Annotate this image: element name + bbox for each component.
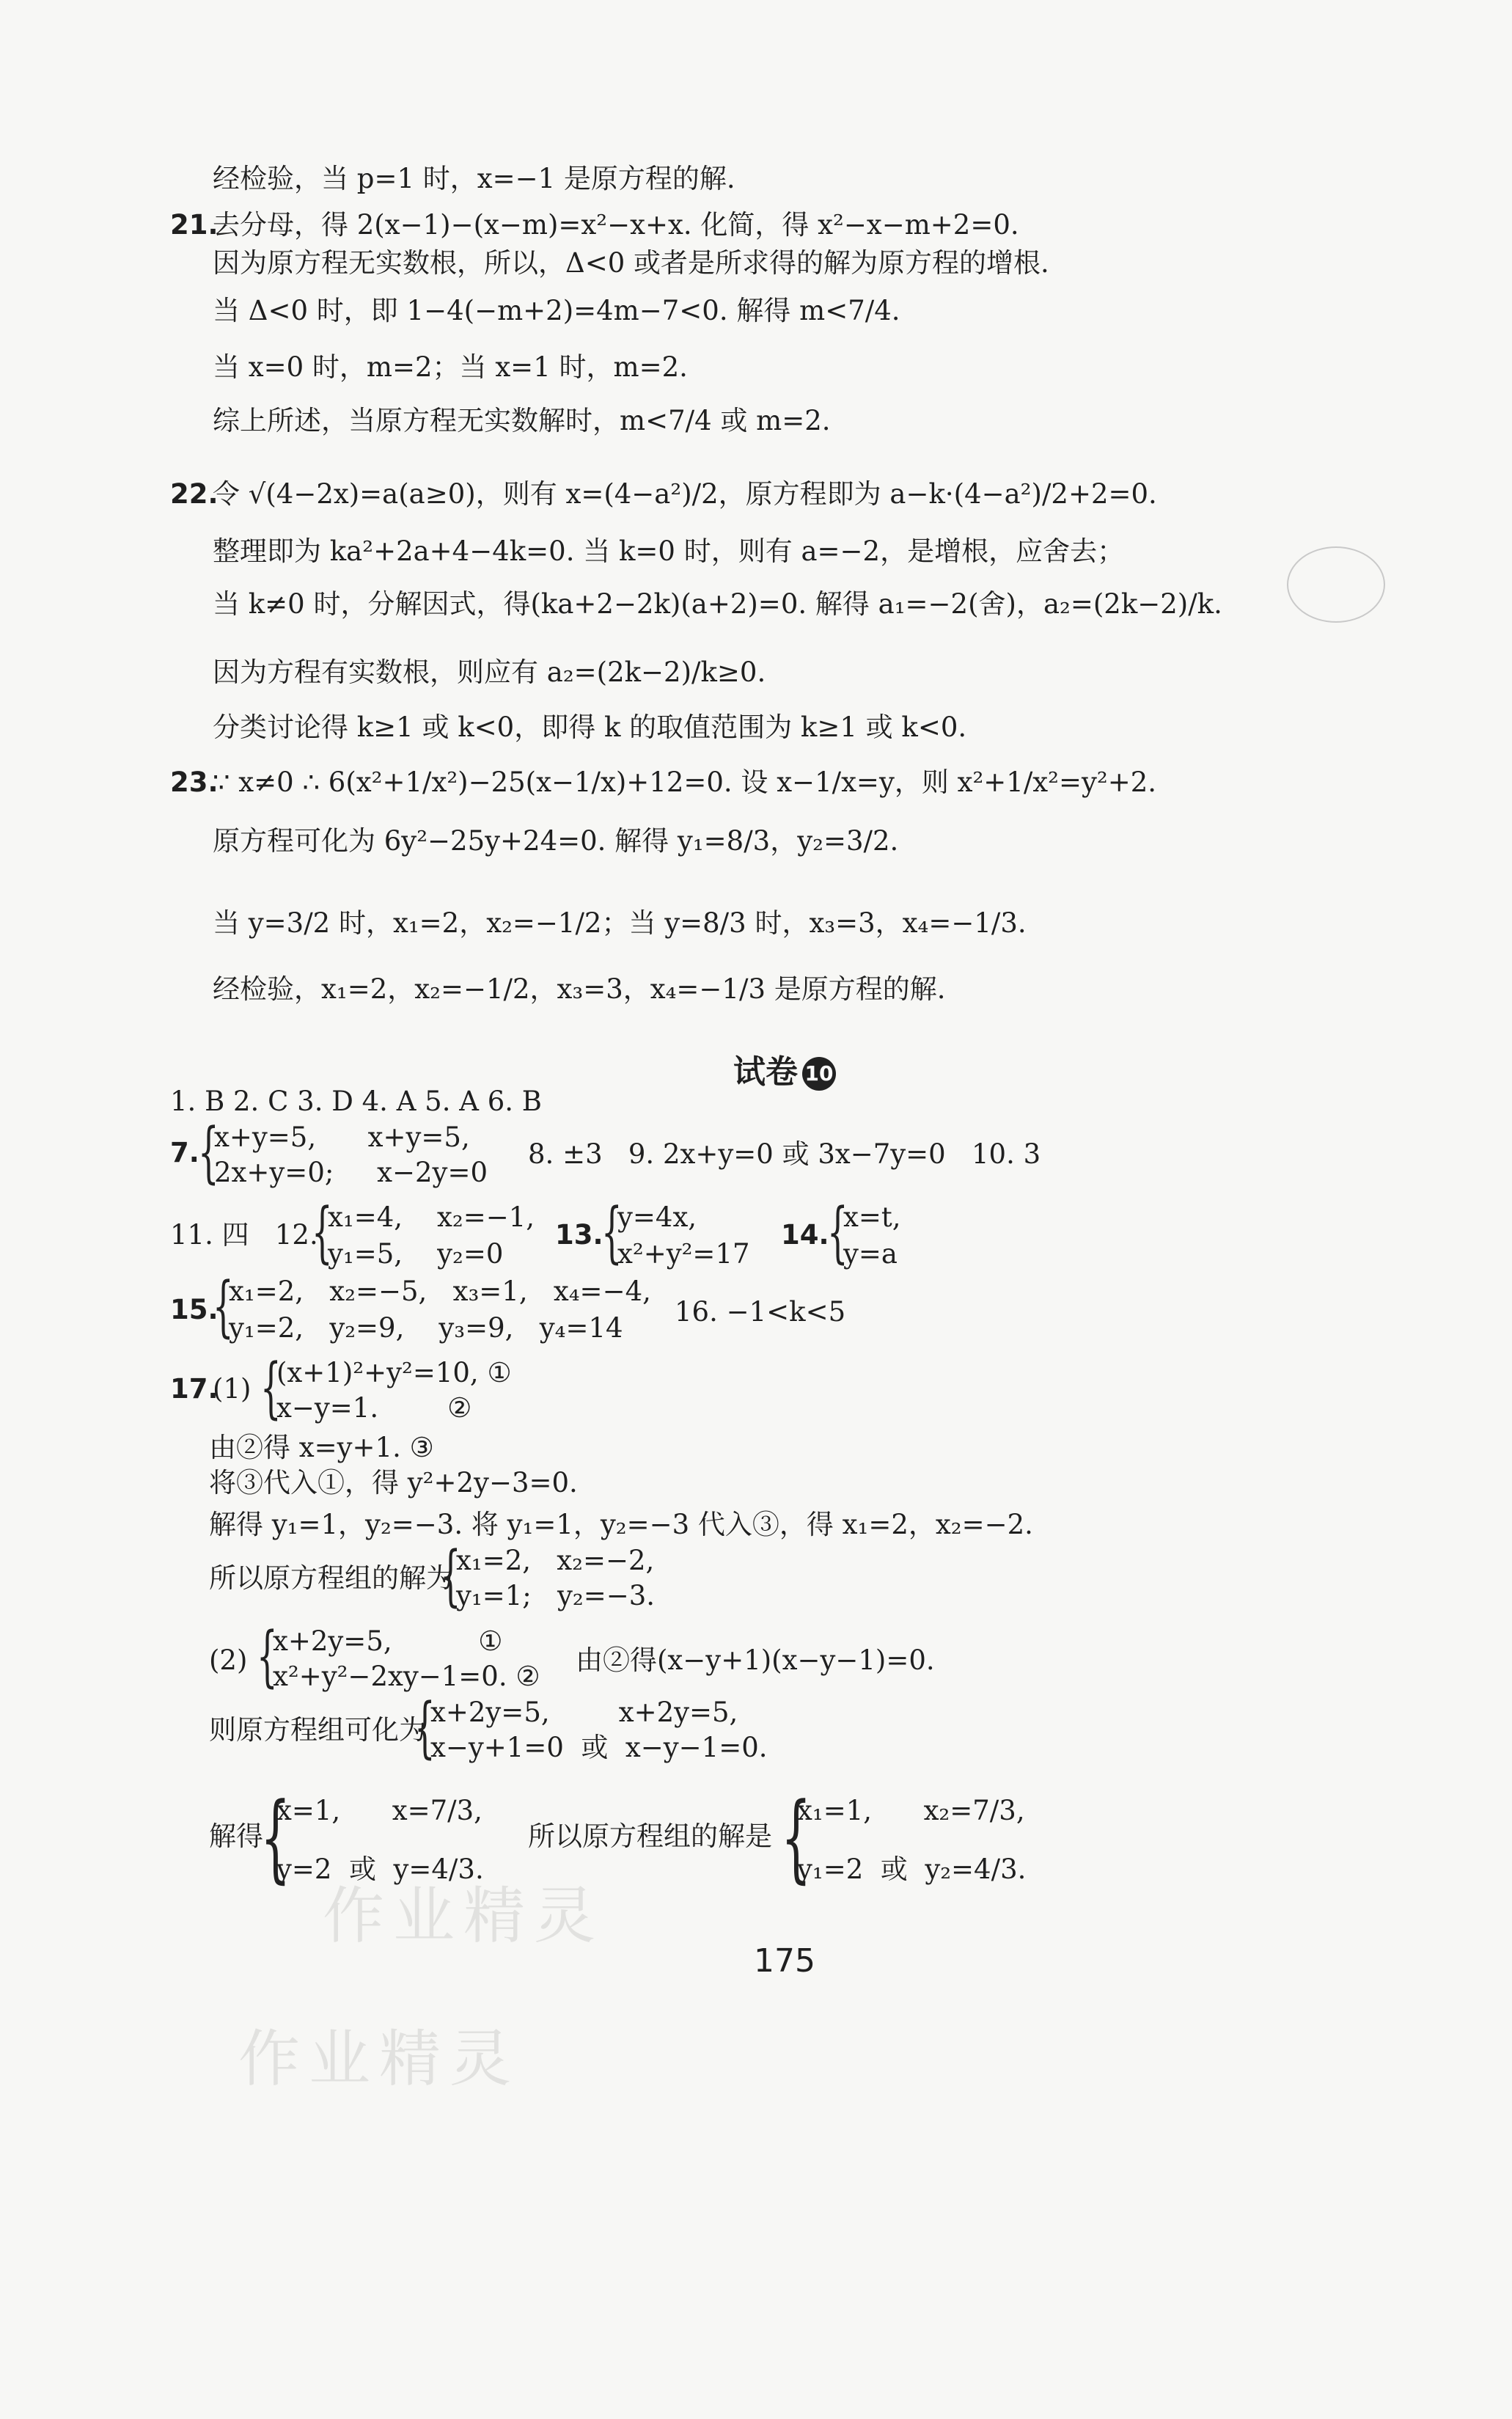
text-line: 当 y=3/2 时，x₁=2，x₂=−1/2；当 y=8/3 时，x₃=3，x₄=−1/3.: [213, 907, 1027, 939]
text-line: 综上所述，当原方程无实数解时，m<7/4 或 m=2.: [213, 405, 831, 436]
text-line: 因为原方程无实数根，所以，Δ<0 或者是所求得的解为原方程的增根.: [213, 247, 1049, 279]
text-line: 去分母，得 2(x−1)−(x−m)=x²−x+x. 化简，得 x²−x−m+2=0.: [213, 209, 1019, 241]
system-brace: {: [781, 1782, 812, 1893]
system-row: x+2y=5, x+2y=5,: [430, 1697, 738, 1728]
system-brace: {: [601, 1194, 623, 1271]
system-row: x+y=5, x+y=5,: [214, 1121, 470, 1153]
question-number: 23.: [170, 766, 219, 798]
text-line: 原方程可化为 6y²−25y+24=0. 解得 y₁=8/3，y₂=3/2.: [213, 825, 899, 857]
text-line: 则原方程组可化为: [209, 1714, 426, 1746]
text-line: 令 √(4−2x)=a(a≥0)，则有 x=(4−a²)/2，原方程即为 a−k·(4−a²)/2+2=0.: [213, 478, 1157, 510]
text-line: 所以原方程组的解是: [528, 1820, 772, 1852]
watermark-text: 作业精灵: [238, 2023, 521, 2095]
system-brace: {: [198, 1114, 219, 1191]
system-row: x=1, x=7/3,: [276, 1795, 482, 1826]
answer-number: 13.: [555, 1219, 603, 1251]
text-line: 由②得 x=y+1. ③: [209, 1432, 434, 1463]
sub-question-label: (1): [213, 1373, 252, 1405]
system-row: x−y+1=0 或 x−y−1=0.: [430, 1732, 768, 1763]
system-brace: {: [440, 1537, 461, 1614]
system-brace: {: [260, 1350, 282, 1427]
section-title-text: 试卷: [733, 1053, 798, 1091]
answer-line: 1. B 2. C 3. D 4. A 5. A 6. B: [170, 1086, 542, 1117]
answer-line: 16. −1<k<5: [675, 1296, 846, 1328]
page-number: 175: [754, 1942, 815, 1980]
text-line: 经检验，x₁=2，x₂=−1/2，x₃=3，x₄=−1/3 是原方程的解.: [213, 973, 946, 1005]
system-row: y=2 或 y=4/3.: [276, 1853, 484, 1885]
text-line: 由②得(x−y+1)(x−y−1)=0.: [576, 1644, 935, 1676]
text-line: 因为方程有实数根，则应有 a₂=(2k−2)/k≥0.: [213, 656, 766, 688]
text-line: 所以原方程组的解为: [209, 1562, 453, 1594]
system-row: y₁=2, y₂=9, y₃=9, y₄=14: [229, 1312, 623, 1344]
text-line: 经检验，当 p=1 时，x=−1 是原方程的解.: [213, 163, 735, 194]
system-row: x=t,: [843, 1201, 901, 1233]
system-brace: {: [213, 1268, 234, 1345]
system-row: x₁=1, x₂=7/3,: [797, 1795, 1025, 1826]
text-line: 当 Δ<0 时，即 1−4(−m+2)=4m−7<0. 解得 m<7/4.: [213, 295, 900, 326]
question-number: 22.: [170, 478, 219, 510]
text-line: 分类讨论得 k≥1 或 k<0，即得 k 的取值范围为 k≥1 或 k<0.: [213, 711, 967, 743]
system-row: x+2y=5, ①: [273, 1625, 503, 1657]
text-line: 将③代入①，得 y²+2y−3=0.: [209, 1467, 578, 1498]
watermark-text: 作业精灵: [323, 1880, 605, 1952]
section-title: [733, 1045, 836, 1092]
system-row: y=a: [843, 1238, 898, 1270]
answer-number: 15.: [170, 1294, 219, 1325]
answer-line: 8. ±3 9. 2x+y=0 或 3x−7y=0 10. 3: [528, 1138, 1041, 1170]
system-brace: {: [414, 1689, 436, 1766]
text-line: 整理即为 ka²+2a+4−4k=0. 当 k=0 时，则有 a=−2，是增根，应舍去；: [213, 535, 1125, 567]
answer-number: 14.: [781, 1219, 829, 1251]
text-line: ∵ x≠0 ∴ 6(x²+1/x²)−25(x−1/x)+12=0. 设 x−1/x=y，则 x²+1/x²=y²+2.: [213, 766, 1157, 798]
answer-line: 11. 四 12.: [170, 1219, 318, 1251]
system-brace: {: [312, 1194, 333, 1271]
text-line: 解得 y₁=1，y₂=−3. 将 y₁=1，y₂=−3 代入③，得 x₁=2，x₂=−2.: [209, 1509, 1033, 1540]
system-brace: {: [260, 1782, 291, 1893]
text-line: 当 k≠0 时，分解因式，得(ka+2−2k)(a+2)=0. 解得 a₁=−2(舍)，a₂=(2k−2)/k.: [213, 588, 1222, 620]
system-row: y=4x,: [617, 1201, 697, 1233]
system-row: x₁=4, x₂=−1,: [328, 1201, 535, 1233]
system-row: x₁=2, x₂=−2,: [456, 1545, 655, 1576]
section-number-badge: 10: [802, 1057, 836, 1091]
system-row: y₁=1; y₂=−3.: [456, 1580, 656, 1611]
question-number: 21.: [170, 209, 219, 241]
answer-number: 17.: [170, 1373, 219, 1405]
system-row: (x+1)²+y²=10, ①: [276, 1357, 512, 1388]
sub-question-label: (2): [209, 1644, 248, 1676]
text-line: 当 x=0 时，m=2；当 x=1 时，m=2.: [213, 351, 688, 383]
system-row: 2x+y=0; x−2y=0: [214, 1157, 488, 1188]
system-row: x₁=2, x₂=−5, x₃=1, x₄=−4,: [229, 1276, 651, 1307]
system-brace: {: [257, 1618, 278, 1695]
answer-number: 7.: [170, 1137, 199, 1168]
system-brace: {: [827, 1194, 848, 1271]
system-row: x²+y²=17: [617, 1238, 750, 1270]
system-row: x²+y²−2xy−1=0. ②: [273, 1661, 540, 1692]
stamp-logo: [1287, 546, 1385, 623]
system-row: y₁=5, y₂=0: [328, 1238, 504, 1270]
system-row: y₁=2 或 y₂=4/3.: [797, 1853, 1027, 1885]
text-line: 解得: [209, 1820, 263, 1852]
system-row: x−y=1. ②: [276, 1392, 472, 1424]
